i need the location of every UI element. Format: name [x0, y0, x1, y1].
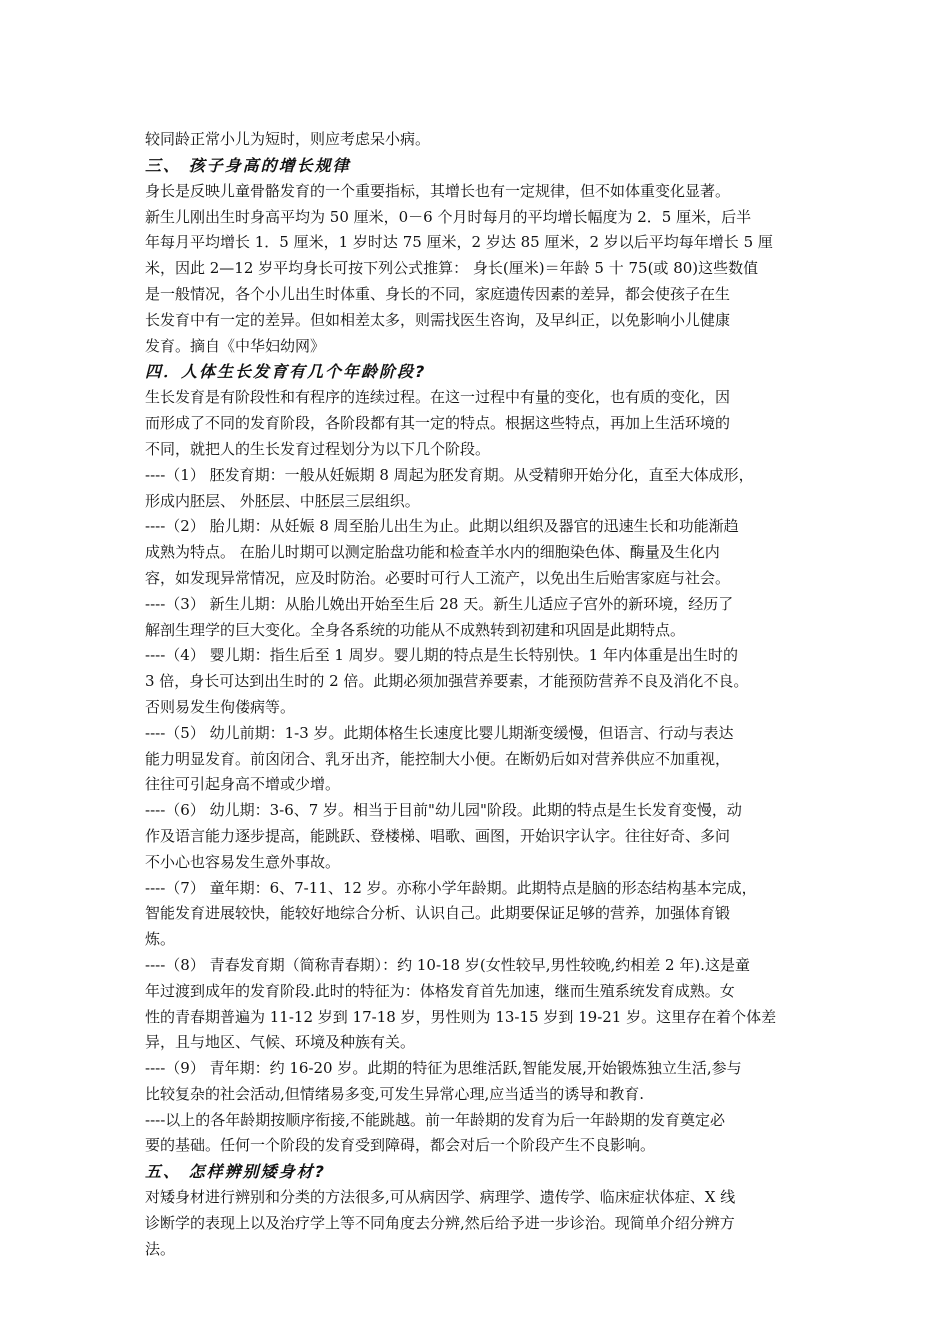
text-line: 容，如发现异常情况，应及时防治。必要时可行人工流产，以免出生后贻害家庭与社会。: [145, 568, 731, 587]
document-page: [145, 127, 817, 1263]
text-line: ----（9） 青年期：约 16-20 岁。此期的特征为思维活跃,智能发展,开始锻炼独立生活,参与: [145, 1059, 742, 1078]
text-line: 异，且与地区、气候、环境及种族有关。: [145, 1033, 416, 1052]
text-line: 作及语言能力逐步提高，能跳跃、登楼梯、唱歌、画图，开始识字认字。往往好奇、多问: [145, 826, 731, 845]
text-line: ----（4） 婴儿期：指生后至 1 周岁。婴儿期的特点是生长特别快。1 年内体重是出生时的: [145, 646, 738, 665]
text-line: 发育。摘自《中华妇幼网》: [145, 336, 326, 355]
text-line: ----以上的各年龄期按顺序衔接,不能跳越。前一年龄期的发育为后一年龄期的发育奠定必: [145, 1110, 726, 1129]
text-line: 年过渡到成年的发育阶段.此时的特征为：体格发育首先加速，继而生殖系统发育成熟。女: [145, 981, 735, 1000]
text-line: 而形成了不同的发育阶段，各阶段都有其一定的特点。根据这些特点，再加上生活环境的: [145, 414, 731, 433]
text-line: 往往可引起身高不增或少增。: [145, 775, 341, 794]
text-line: 解剖生理学的巨大变化。全身各系统的功能从不成熟转到初建和巩固是此期特点。: [145, 620, 686, 639]
text-line: ----（1） 胚发育期：一般从妊娠期 8 周起为胚发育期。从受精卵开始分化，直至大体成形，: [145, 465, 754, 484]
text-line: 不同，就把人的生长发育过程划分为以下几个阶段。: [145, 439, 491, 458]
text-line: ----（8） 青春发育期（简称青春期）：约 10-18 岁(女性较早,男性较晚,约相差 2 年).这是童: [145, 955, 750, 974]
section-heading-age-stages: 四．人体生长发育有几个年龄阶段?: [145, 362, 427, 382]
text-line: ----（3） 新生儿期：从胎儿娩出开始至生后 28 天。新生儿适应子宫外的新环境，经历了: [145, 594, 734, 613]
section-body-short-stature: [145, 1185, 817, 1262]
section-heading-height-growth: 三、 孩子身高的增长规律: [145, 155, 351, 175]
section-body-height-growth: [145, 179, 817, 360]
text-line: 法。: [145, 1239, 176, 1258]
text-line: 身长是反映儿童骨骼发育的一个重要指标，其增长也有一定规律，但不如体重变化显著。: [145, 181, 731, 200]
text-line: 炼。: [145, 930, 176, 949]
text-line: 生长发育是有阶段性和有程序的连续过程。在这一过程中有量的变化，也有质的变化，因: [145, 388, 731, 407]
text-line: 长发育中有一定的差异。但如相差太多，则需找医生咨询，及早纠正，以免影响小儿健康: [145, 310, 731, 329]
text-line: ----（5） 幼儿前期：1-3 岁。此期体格生长速度比婴儿期渐变缓慢，但语言、行动与表达: [145, 723, 734, 742]
text-line: 能力明显发育。前囟闭合、乳牙出齐，能控制大小便。在断奶后如对营养供应不加重视，: [145, 749, 731, 768]
text-line: 诊断学的表现上以及治疗学上等不同角度去分辨,然后给予进一步诊治。现简单介绍分辨方: [145, 1214, 735, 1233]
text-line: ----（7） 童年期：6、7-11、12 岁。亦称小学年龄期。此期特点是脑的形态结构基本完成，: [145, 878, 757, 897]
text-line: 较同龄正常小儿为短时，则应考虑呆小病。: [145, 130, 431, 148]
section-heading-short-stature: 五、 怎样辨别矮身材?: [145, 1162, 326, 1182]
text-line: 成熟为特点。 在胎儿时期可以测定胎盘功能和检查羊水内的细胞染色体、酶量及生化内: [145, 543, 720, 562]
text-line: ----（6） 幼儿期：3-6、7 岁。相当于目前"幼儿园"阶段。此期的特点是生长发育变慢，动: [145, 801, 742, 820]
text-line: 否则易发生佝偻病等。: [145, 697, 296, 716]
text-line: 3 倍，身长可达到出生时的 2 倍。此期必须加强营养要素，才能预防营养不良及消化不良。: [145, 672, 749, 691]
text-line: 年每月平均增长 1．5 厘米，1 岁时达 75 厘米，2 岁达 85 厘米，2 岁以后平均每年增长 5 厘: [145, 233, 773, 252]
text-line: 形成内胚层、 外胚层、中胚层三层组织。: [145, 491, 420, 510]
text-line: 要的基础。任何一个阶段的发育受到障碍，都会对后一个阶段产生不良影响。: [145, 1136, 656, 1155]
section-body-age-stages: [145, 385, 817, 1159]
text-line: 比较复杂的社会活动,但情绪易多变,可发生异常心理,应当适当的诱导和教育.: [145, 1084, 645, 1103]
text-line: 不小心也容易发生意外事故。: [145, 852, 341, 871]
text-line: 对矮身材进行辨别和分类的方法很多,可从病因学、病理学、遗传学、临床症状体症、X 线: [145, 1188, 736, 1207]
text-line: 米，因此 2—12 岁平均身长可按下列公式推算： 身长(厘米)＝年龄 5 十 75(或 80)这些数值: [145, 259, 759, 278]
text-line: ----（2） 胎儿期：从妊娠 8 周至胎儿出生为止。此期以组织及器官的迅速生长和功能渐趋: [145, 517, 739, 536]
text-line: 智能发育进展较快，能较好地综合分析、认识自己。此期要保证足够的营养，加强体育锻: [145, 904, 731, 923]
intro-paragraph: [145, 127, 817, 153]
text-line: 新生儿刚出生时身高平均为 50 厘米，0－6 个月时每月的平均增长幅度为 2．5 厘米，后半: [145, 207, 752, 226]
text-line: 性的青春期普遍为 11-12 岁到 17-18 岁，男性则为 13-15 岁到 19-21 岁。这里存在着个体差: [145, 1007, 777, 1026]
text-line: 是一般情况，各个小儿出生时体重、身长的不同，家庭遗传因素的差异，都会使孩子在生: [145, 284, 731, 303]
